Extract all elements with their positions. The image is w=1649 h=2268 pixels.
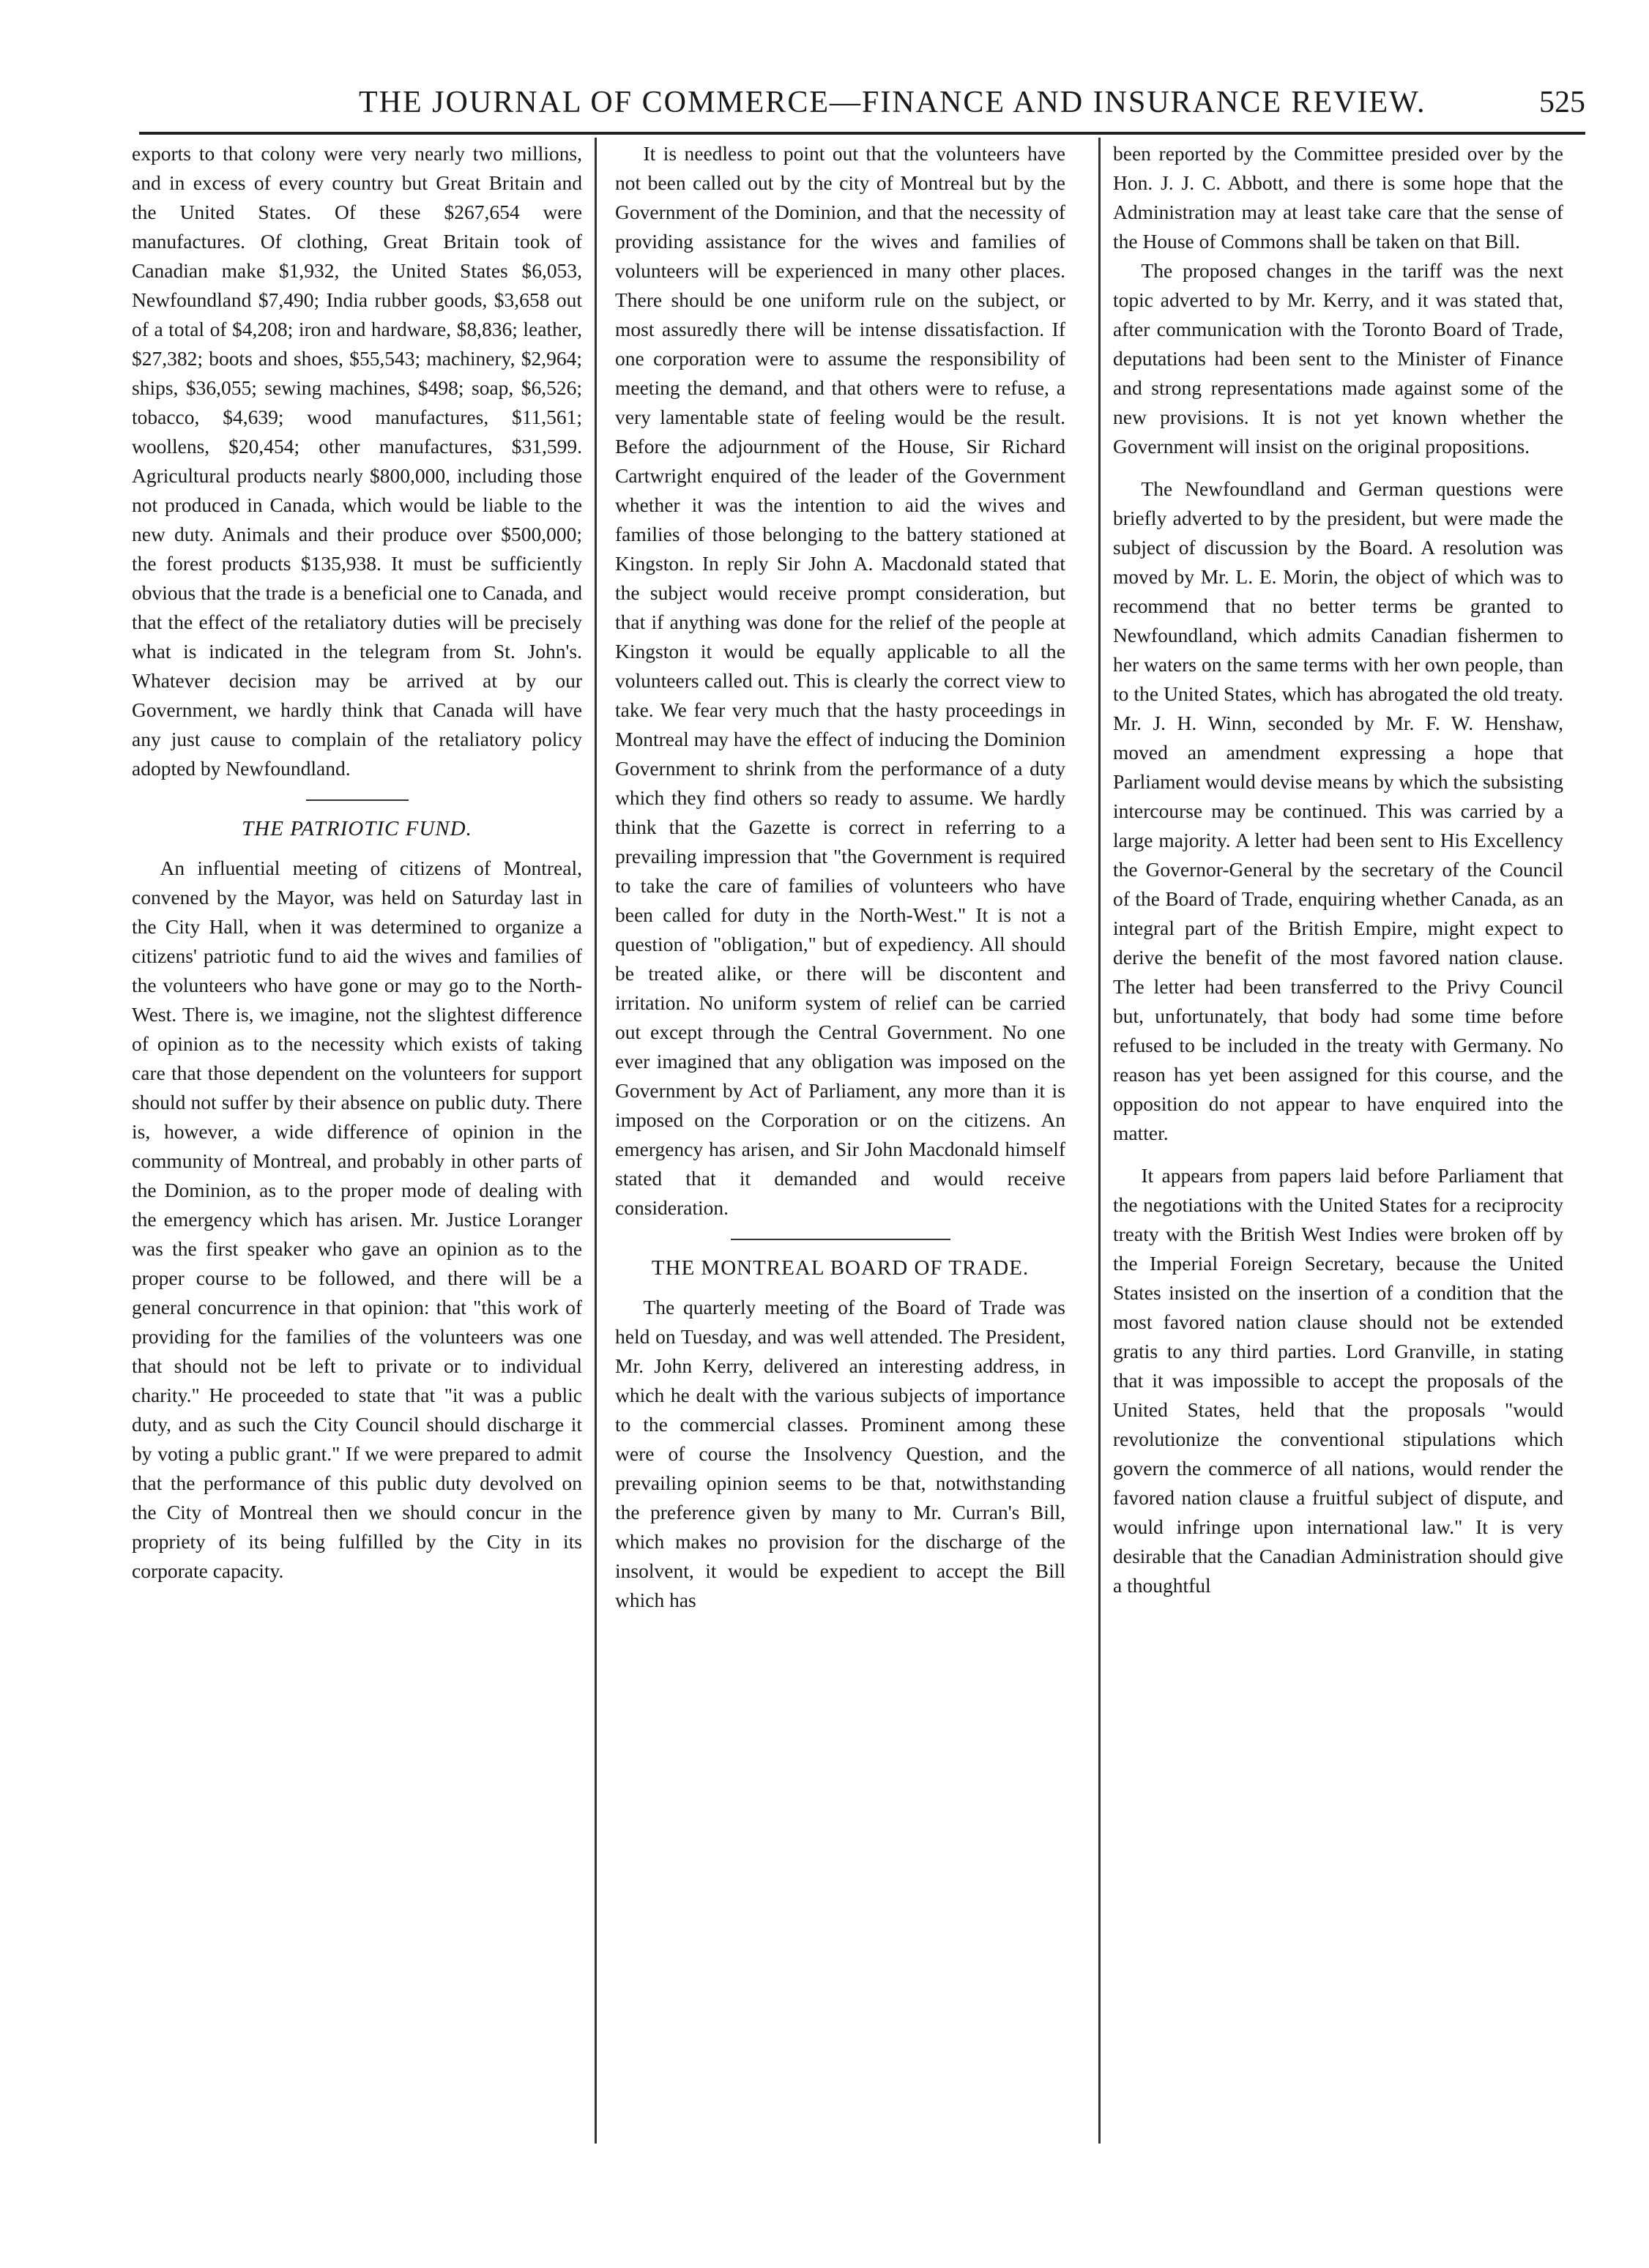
article-paragraph: exports to that colony were very nearly two millions, and in excess of every country but Great Britain and the United States. Of these $267,654 were manufactures. Of clothing, Great Britain took of Canadian make $1,932, the United States $6,053, Newfoundland $7,490; India rubber goods, $3,658 out of a total of $4,208; iron and hardware, $8,836; leather, $27,382; boots and shoes, $55,543; machinery, $2,964; ships, $36,055; sewing machines, $498; soap, $6,526; tobacco, $4,639; wood manufactures, $11,561; woollens, $20,454; other manufactures, $31,599. Agricultural products nearly $800,000, including those not produced in Canada, which would be liable to the new duty. Animals and their produce over $500,000; the forest products $135,938. It must be sufficiently obvious that the trade is a beneficial one to Canada, and that the effect of the retaliatory duties will be precisely what is indicated in the telegram from St. John's. Whatever decision may be arrived at by our Government, we hardly think that Canada will have any just cause to complain of the retaliatory policy adopted by Newfoundland. (132, 142, 582, 780)
page-number: 525 (1539, 86, 1585, 119)
section-heading-patriotic-fund: THE PATRIOTIC FUND. (242, 817, 472, 840)
column-3 (1113, 139, 1563, 2130)
column-divider (1098, 138, 1101, 2144)
article-paragraph: The proposed changes in the tariff was the next topic adverted to by Mr. Kerry, and it was stated that, after communication with the Toronto Board of Trade, deputations had been sent to the Minister of Finance and strong representations made against some of the new provisions. It is not yet known whether the Government will insist on the original propositions. (1113, 259, 1563, 458)
section-separator (731, 1239, 950, 1240)
column-divider (595, 138, 597, 2144)
article-paragraph: It appears from papers laid before Parliament that the negotiations with the United States for a reciprocity treaty with the British West Indies were broken off by the Imperial Foreign Secretary, because the United States insisted on the insertion of a condition that the most favored nation clause should not be extended gratis to any third parties. Lord Granville, in stating that it was impossible to accept the proposals of the United States, held that the proposals "would revolutionize the conventional stipulations which govern the commerce of all nations, would render the favored nation clause a fruitful subject of dispute, and would infringe upon international law." It is very desirable that the Canadian Administration should give a thoughtful (1113, 1164, 1563, 1597)
article-paragraph: It is needless to point out that the volunteers have not been called out by the city of Montreal but by the Government of the Dominion, and that the necessity of providing assistance for the wives and families of volunteers will be experienced in many other places. There should be one uniform rule on the subject, or most assuredly there will be intense dissatisfaction. If one corporation were to assume the responsibility of meeting the demand, and that others were to refuse, a very lamentable state of feeling would be the result. Before the adjournment of the House, Sir Richard Cartwright enquired of the leader of the Government whether it was the intention to aid the wives and families of those belonging to the battery stationed at Kingston. In reply Sir John A. Macdonald stated that the subject would receive prompt consideration, but that if anything was done for the relief of the people at Kingston it would be equally applicable to all the volunteers called out. This is clearly the correct view to take. We fear very much that the hasty proceedings in Montreal may have the effect of inducing the Dominion Government to shrink from the performance of a duty which they find others so ready to assume. We hardly think that the Gazette is correct in referring to a prevailing impression that "the Government is required to take the care of families of volunteers who have been called for duty in the North-West." It is not a question of "obligation," but of expediency. All should be treated alike, or there will be discontent and irritation. No uniform system of relief can be carried out except through the Central Government. No one ever imagined that any obligation was imposed on the Government by Act of Parliament, any more than it is imposed on the Corporation or on the citizens. An emergency has arisen, and Sir John Macdonald himself stated that it demanded and would receive consideration. (615, 142, 1065, 1219)
section-separator (306, 799, 409, 801)
article-paragraph: The Newfoundland and German questions were briefly adverted to by the president, but were made the subject of discussion by the Board. A resolution was moved by Mr. L. E. Morin, the object of which was to recommend that no better terms be granted to Newfoundland, which admits Canadian fishermen to her waters on the same terms with her own people, than to the United States, which has abrogated the old treaty. Mr. J. H. Winn, seconded by Mr. F. W. Henshaw, moved an amendment expressing a hope that Parliament would devise means by which the subsisting intercourse may be continued. This was carried by a large majority. A letter had been sent to His Excellency the Governor-General by the secretary of the Council of the Board of Trade, enquiring whether Canada, as an integral part of the British Empire, might expect to derive the benefit of the most favored nation clause. The letter had been transferred to the Privy Council but, unfortunately, that body had some time before refused to be included in the treaty with Germany. No reason has yet been assigned for this course, and the opposition do not appear to have enquired into the matter. (1113, 477, 1563, 1144)
section-heading-board-of-trade: THE MONTREAL BOARD OF TRADE. (651, 1256, 1030, 1280)
article-paragraph: The quarterly meeting of the Board of Trade was held on Tuesday, and was well attended. The President, Mr. John Kerry, delivered an interesting address, in which he dealt with the various subjects of importance to the commercial classes. Prominent among these were of course the Insolvency Question, and the prevailing opinion seems to be that, notwithstanding the preference given by many to Mr. Curran's Bill, which makes no provision for the discharge of the insolvent, it would be expedient to accept the Bill which has (615, 1296, 1065, 1611)
article-paragraph: been reported by the Committee presided over by the Hon. J. J. C. Abbott, and there is some hope that the Administration may at least take care that the sense of the House of Commons shall be taken on that Bill. (1113, 142, 1563, 253)
column-1 (132, 139, 582, 2130)
article-paragraph: An influential meeting of citizens of Montreal, convened by the Mayor, was held on Saturday last in the City Hall, when it was determined to organize a citizens' patriotic fund to aid the wives and families of the volunteers who have gone or may go to the North-West. There is, we imagine, not the slightest difference of opinion as to the necessity which exists of taking care that those dependent on the volunteers for support should not suffer by their absence on public duty. There is, however, a wide difference of opinion in the community of Montreal, and probably in other parts of the Dominion, as to the proper mode of dealing with the emergency which has arisen. Mr. Justice Loranger was the first speaker who gave an opinion as to the proper course to be followed, and there will be a general concurrence in that opinion: that "this work of providing for the families of the volunteers was one that should not be left to private or to individual charity." He proceeded to state that "it was a public duty, and as such the City Council should discharge it by voting a public grant." If we were prepared to admit that the performance of this public duty devolved on the City of Montreal then we should concur in the propriety of its being fulfilled by the City in its corporate capacity. (132, 857, 582, 1582)
journal-title: THE JOURNAL OF COMMERCE—FINANCE AND INSURANCE REVIEW. (359, 86, 1426, 119)
column-2 (615, 139, 1065, 2130)
page-header (139, 81, 1585, 135)
